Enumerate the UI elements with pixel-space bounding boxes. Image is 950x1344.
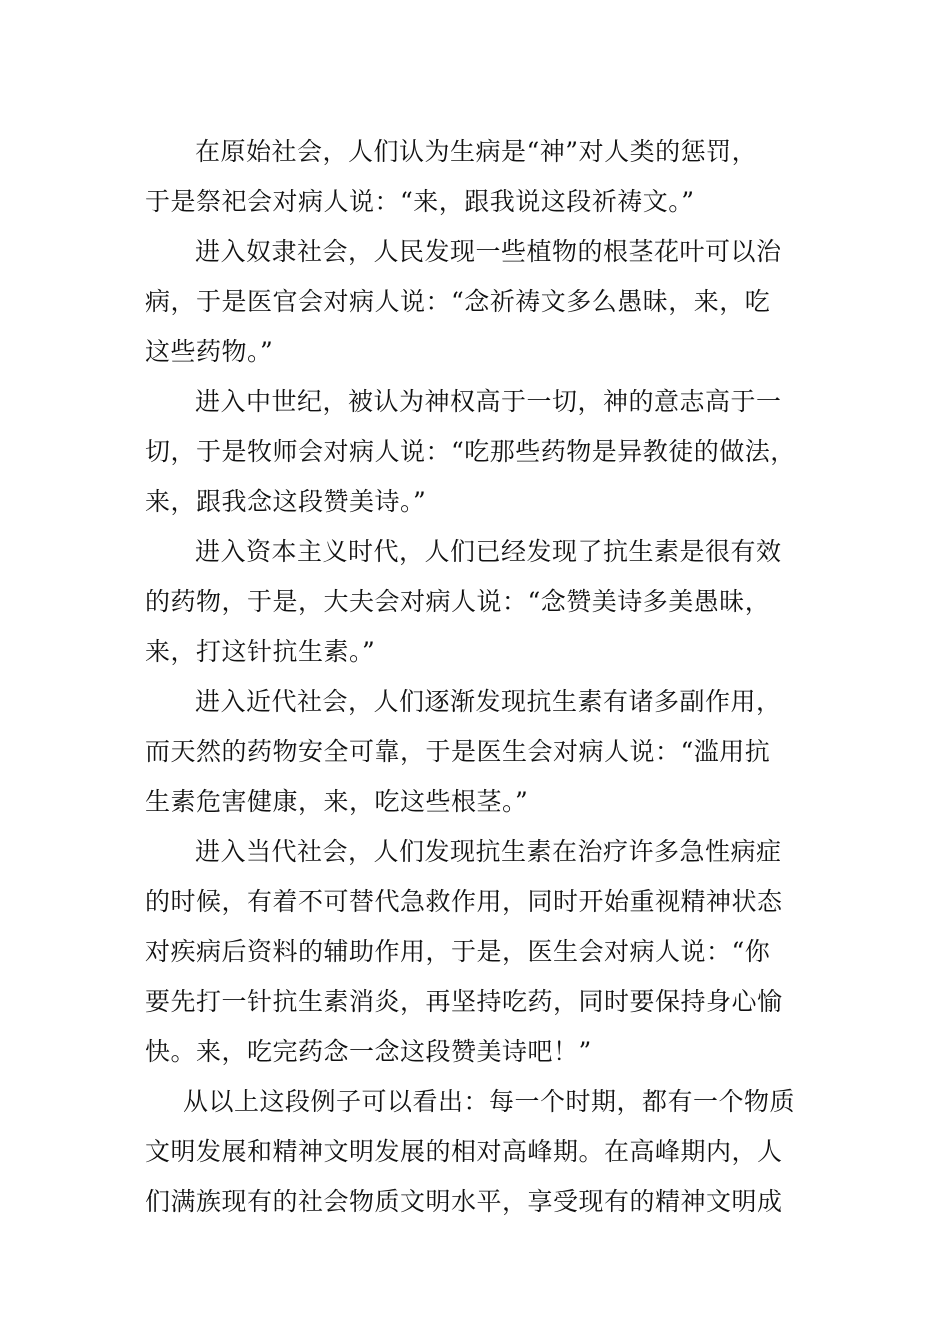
text-line: 进入奴隶社会，人民发现一些植物的根茎花叶可以治 [195,237,782,266]
text-line: 快。来，吃完药念一念这段赞美诗吧！” [145,1037,592,1066]
text-line: 进入近代社会，人们逐渐发现抗生素有诸多副作用， [195,687,782,716]
text-line: 们满族现有的社会物质文明水平，享受现有的精神文明成 [145,1187,783,1216]
text-line: 切，于是牧师会对病人说：“吃那些药物是异教徒的做法， [145,437,796,466]
text-line: 对疾病后资料的辅助作用，于是，医生会对病人说：“你 [145,937,771,966]
text-line: 生素危害健康，来，吃这些根茎。” [145,787,529,816]
text-line: 病，于是医官会对病人说：“念祈祷文多么愚昧，来，吃 [145,287,771,316]
text-line: 进入资本主义时代，人们已经发现了抗生素是很有效 [195,537,782,566]
text-line: 这些药物。” [145,337,274,366]
text-line: 而天然的药物安全可靠，于是医生会对病人说：“滥用抗 [145,737,771,766]
text-line: 进入当代社会，人们发现抗生素在治疗许多急性病症 [195,837,782,866]
text-line: 的时候，有着不可替代急救作用，同时开始重视精神状态 [145,887,783,916]
text-line: 来，打这针抗生素。” [145,637,376,666]
text-line: 进入中世纪，被认为神权高于一切，神的意志高于一 [195,387,782,416]
text-line: 于是祭祀会对病人说：“来，跟我说这段祈祷文。” [145,187,695,216]
text-line: 的药物，于是，大夫会对病人说：“念赞美诗多美愚昧， [145,587,771,616]
text-line: 来，跟我念这段赞美诗。” [145,487,427,516]
text-line: 要先打一针抗生素消炎，再坚持吃药，同时要保持身心愉 [145,987,783,1016]
text-line: 从以上这段例子可以看出：每一个时期，都有一个物质 [183,1087,796,1116]
text-line: 文明发展和精神文明发展的相对高峰期。在高峰期内，人 [145,1137,783,1166]
text-line: 在原始社会，人们认为生病是“神”对人类的惩罚， [195,137,758,166]
